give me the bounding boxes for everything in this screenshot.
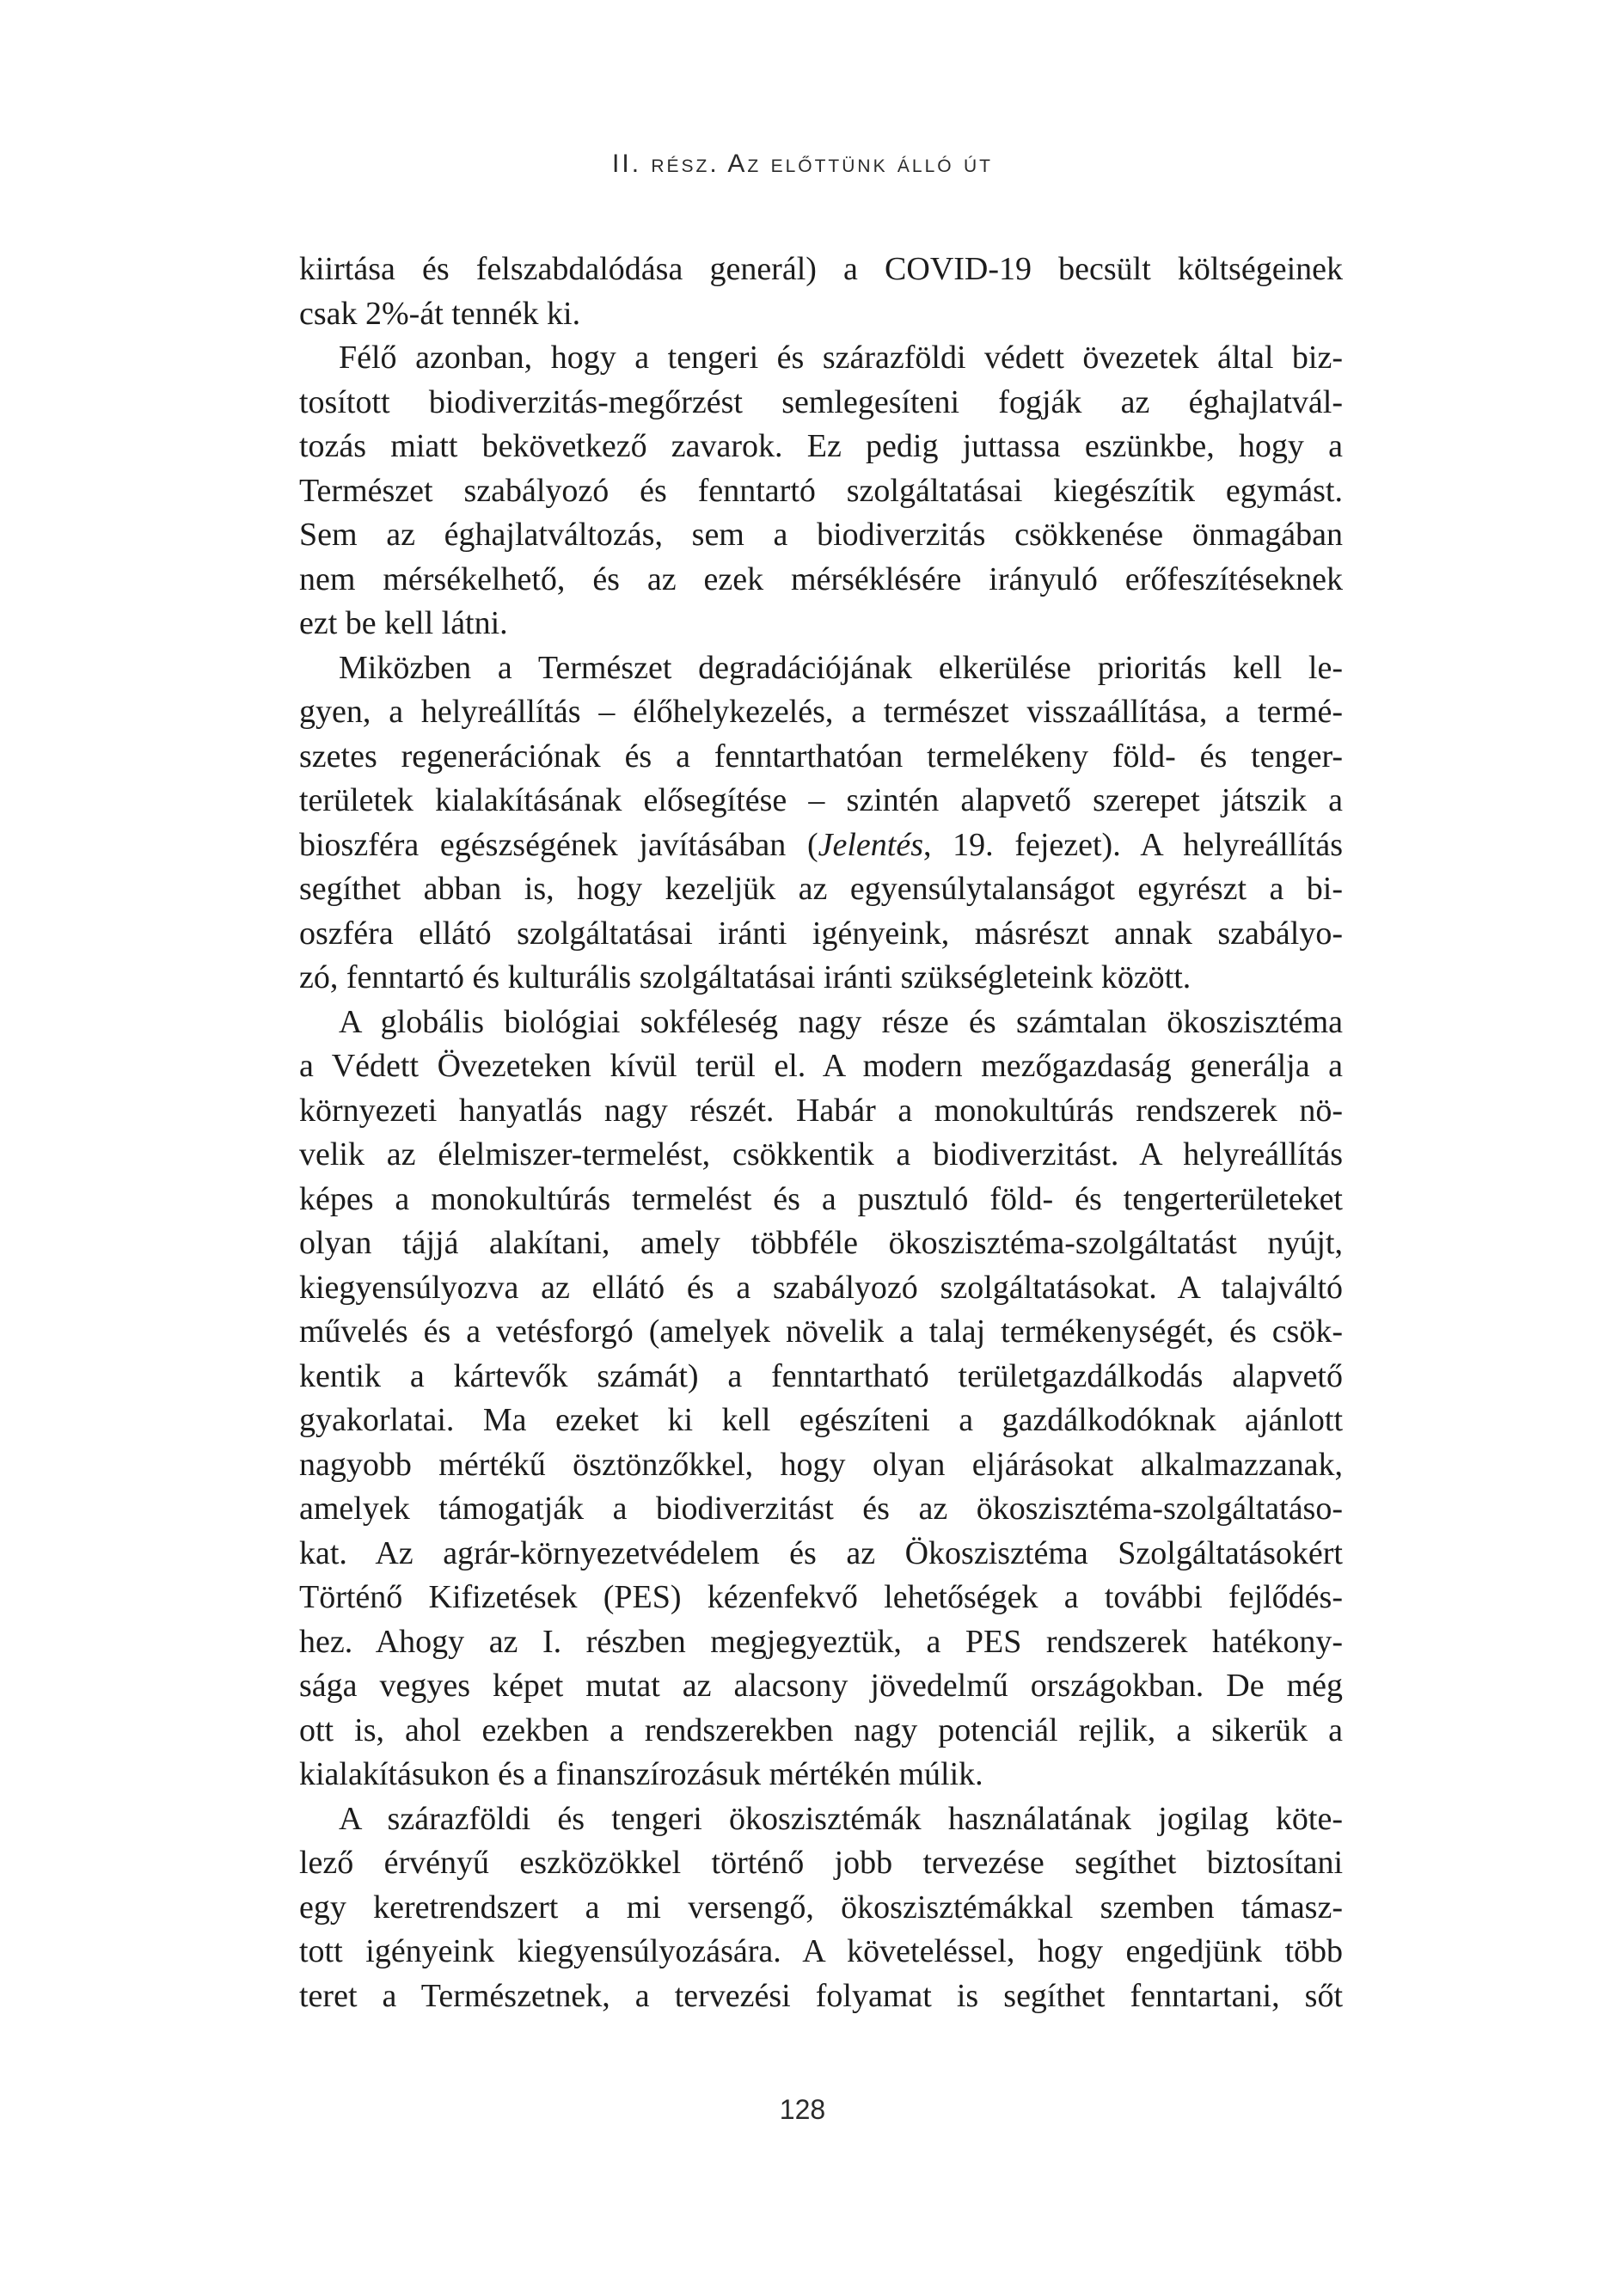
cited-title: Jelentés [818, 826, 923, 863]
text-line: gyen, a helyreállítás – élőhelykezelés, a természet visszaállítása, a termé- [299, 694, 1343, 730]
text-line: Sem az éghajlatváltozás, sem a biodiverzitás csökkenése önmagában [299, 517, 1343, 553]
text-line: kiirtása és felszabdalódása generál) a COVID-19 becsült költségeinek [299, 251, 1343, 287]
text-line: kiegyensúlyozva az ellátó és a szabályozó szolgáltatásokat. A talajváltó [299, 1269, 1343, 1306]
text-line: teret a Természetnek, a tervezési folyamat is segíthet fenntartani, sőt [299, 1977, 1343, 2014]
text-line: csak 2%-át tennék ki. [299, 295, 581, 332]
text-line: szetes regenerációnak és a fenntarthatóan termelékeny föld- és tenger- [299, 738, 1343, 775]
text-line: Miközben a Természet degradációjának elkerülése prioritás kell le- [339, 649, 1343, 686]
text-line: tosított biodiverzitás-megőrzést semlegesíteni fogják az éghajlatvál- [299, 383, 1343, 420]
text-line: a Védett Övezeteken kívül terül el. A modern mezőgazdaság generálja a [299, 1048, 1343, 1084]
text-line: Történő Kifizetések (PES) kézenfekvő lehetőségek a további fejlődés- [299, 1579, 1343, 1615]
text-line: lező érvényű eszközökkel történő jobb tervezése segíthet biztosítani [299, 1845, 1343, 1881]
text-line: tozás miatt bekövetkező zavarok. Ez pedig juttassa eszünkbe, hogy a [299, 428, 1343, 464]
text-line: Félő azonban, hogy a tengeri és szárazföldi védett övezetek által biz- [339, 340, 1343, 376]
text-line: tott igényeink kiegyensúlyozására. A követeléssel, hogy engedjünk több [299, 1933, 1343, 1969]
body-text [299, 248, 1343, 2018]
text-line: ezt be kell látni. [299, 605, 508, 641]
text-line: zó, fenntartó és kulturális szolgáltatásai iránti szükségleteink között. [299, 959, 1191, 995]
text-line: területek kialakításának elősegítése – szintén alapvető szerepet játszik a [299, 782, 1343, 818]
text-line: képes a monokultúrás termelést és a pusztuló föld- és tengerterületeket [299, 1180, 1343, 1217]
text-line: művelés és a vetésforgó (amelyek növelik a talaj termékenységét, és csök- [299, 1313, 1343, 1350]
text-line: A globális biológiai sokféleség nagy része és számtalan ökoszisztéma [339, 1003, 1343, 1040]
text-line: ott is, ahol ezekben a rendszerekben nagy potenciál rejlik, a sikerük a [299, 1711, 1343, 1748]
text-line: környezeti hanyatlás nagy részét. Habár a monokultúrás rendszerek nö- [299, 1092, 1343, 1129]
text-line: bioszféra egészségének javításában (Jelentés, 19. fejezet). A helyreállítás [299, 826, 1343, 863]
text-line: Természet szabályozó és fenntartó szolgáltatásai kiegészítik egymást. [299, 472, 1343, 509]
text-line: nagyobb mértékű ösztönzőkkel, hogy olyan eljárásokat alkalmazzanak, [299, 1446, 1343, 1483]
text-line: sága vegyes képet mutat az alacsony jövedelmű országokban. De még [299, 1668, 1343, 1704]
running-head: II. rész. Az előttünk álló út [612, 150, 993, 178]
text-line: egy keretrendszert a mi versengő, ökoszisztémákkal szemben támasz- [299, 1889, 1343, 1926]
text-line: nem mérsékelhető, és az ezek mérséklésére irányuló erőfeszítéseknek [299, 560, 1343, 597]
text-line: kentik a kártevők számát) a fenntartható területgazdálkodás alapvető [299, 1357, 1343, 1394]
text-line: kialakításukon és a finanszírozásuk mértékén múlik. [299, 1756, 983, 1792]
text-line: hez. Ahogy az I. részben megjegyeztük, a PES rendszerek hatékony- [299, 1623, 1343, 1660]
text-line: segíthet abban is, hogy kezeljük az egyensúlytalanságot egyrészt a bi- [299, 871, 1343, 907]
text-line: velik az élelmiszer-termelést, csökkentik a biodiverzitást. A helyreállítás [299, 1136, 1343, 1172]
text-line: olyan tájjá alakítani, amely többféle ökoszisztéma-szolgáltatást nyújt, [299, 1225, 1343, 1261]
text-line: gyakorlatai. Ma ezeket ki kell egészíteni a gazdálkodóknak ajánlott [299, 1402, 1343, 1438]
text-line: A szárazföldi és tengeri ökoszisztémák használatának jogilag köte- [339, 1800, 1343, 1837]
text-line: kat. Az agrár-környezetvédelem és az Ökoszisztéma Szolgáltatásokért [299, 1534, 1343, 1571]
text-line: amelyek támogatják a biodiverzitást és az ökoszisztéma-szolgáltatáso- [299, 1491, 1343, 1527]
page-number: 128 [779, 2094, 826, 2125]
text-line: oszféra ellátó szolgáltatásai iránti igényeink, másrészt annak szabályo- [299, 915, 1343, 952]
